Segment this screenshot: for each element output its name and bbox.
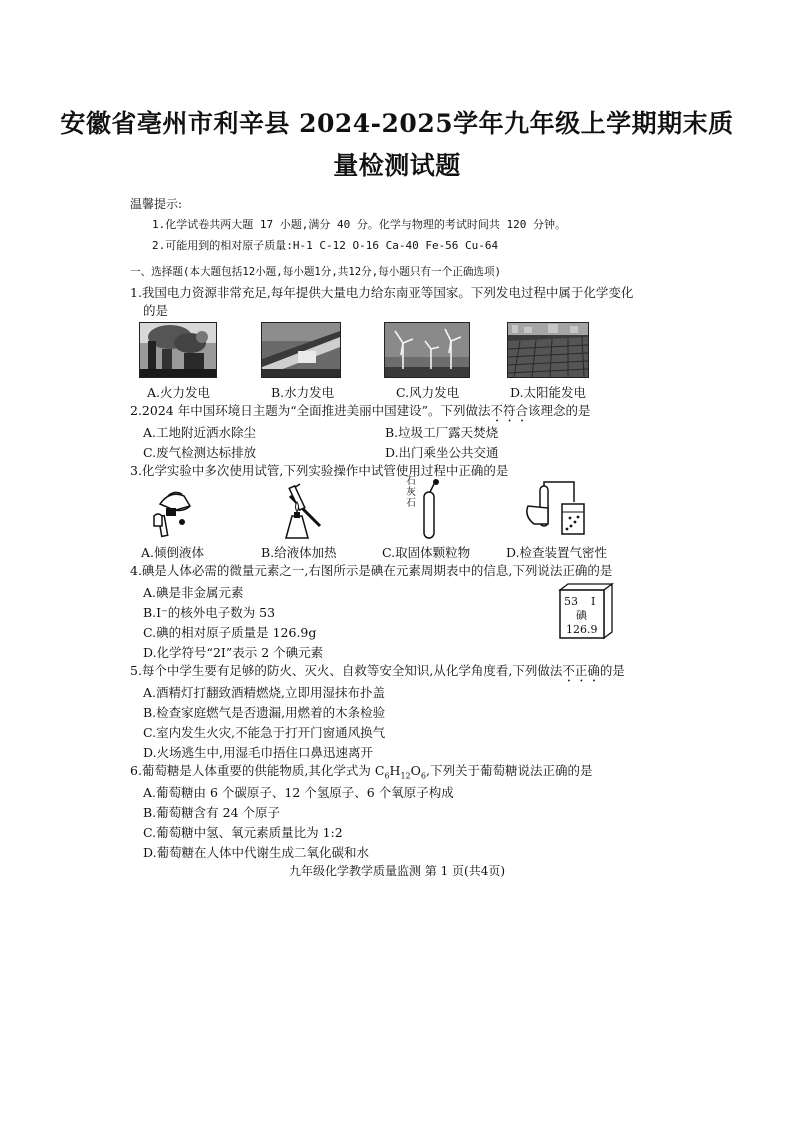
q1-option-b: B.水力发电 xyxy=(271,385,335,400)
element-name: 碘 xyxy=(576,609,587,622)
q3-option-d: D.检查装置气密性 xyxy=(506,545,608,560)
document-title-line1: 安徽省亳州市利辛县 2024-2025学年九年级上学期期末质 xyxy=(60,109,734,138)
q2-option-d: D.出门乘坐公共交通 xyxy=(385,445,499,460)
q6-stem: 6.葡萄糖是人体重要的供能物质,其化学式为 $C_6H_{12}O_6$,下列关于葡萄糖说法正确的是 xyxy=(130,763,593,781)
element-symbol: I xyxy=(591,595,596,608)
q1-option-d: D.太阳能发电 xyxy=(510,385,587,400)
q4-option-a: A.碘是非金属元素 xyxy=(143,585,244,600)
q3-option-c: C.取固体颗粒物 xyxy=(382,545,471,560)
pouring-liquid-figure xyxy=(146,482,202,538)
iodine-element-card xyxy=(556,582,614,640)
airtightness-check-figure xyxy=(518,480,590,542)
document-title-line2: 量检测试题 xyxy=(333,151,461,180)
q5-option-d: D.火场逃生中,用湿毛巾捂住口鼻迅速离开 xyxy=(143,745,374,760)
q5-stem: 5.每个中学生要有足够的防火、灭火、自救等安全知识,从化学角度看,下列做法不正确的是 xyxy=(130,663,625,678)
q4-option-d: D.化学符号“2I”表示 2 个碘元素 xyxy=(143,645,324,660)
wind-power-photo xyxy=(384,322,470,378)
q3-option-a: A.倾倒液体 xyxy=(141,545,205,560)
q2-emphasis: 不符合 xyxy=(490,403,529,418)
solid-granule-figure xyxy=(396,476,456,542)
q4-option-c: C.碘的相对原子质量是 126.9g xyxy=(143,625,317,640)
q6-option-d: D.葡萄糖在人体中代谢生成二氧化碳和水 xyxy=(143,845,370,860)
q6-option-b: B.葡萄糖含有 24 个原子 xyxy=(143,805,281,820)
section-1-heading: 一、选择题(本大题包括12小题,每小题1分,共12分,每小题只有一个正确选项) xyxy=(130,266,501,278)
q5-option-b: B.检查家庭燃气是否遗漏,用燃着的木条检验 xyxy=(143,705,386,720)
hydro-power-photo xyxy=(261,322,341,378)
element-atomic-number: 53 xyxy=(564,595,578,608)
q6-option-c: C.葡萄糖中氢、氧元素质量比为 1:2 xyxy=(143,825,343,840)
tip-2: 2.可能用到的相对原子质量:H-1 C-12 O-16 Ca-40 Fe-56 Cu-64 xyxy=(152,239,499,252)
q2-option-c: C.废气检测达标排放 xyxy=(143,445,257,460)
q4-stem: 4.碘是人体必需的微量元素之一,右图所示是碘在元素周期表中的信息,下列说法正确的是 xyxy=(130,563,613,578)
q2-stem: 2.2024 年中国环境日主题为“全面推进美丽中国建设”。下列做法不符合该理念的是 xyxy=(130,403,591,418)
q5-option-c: C.室内发生火灾,不能急于打开门窗通风换气 xyxy=(143,725,386,740)
q1-option-a: A.火力发电 xyxy=(147,385,211,400)
q4-option-b: B.I⁻的核外电子数为 53 xyxy=(143,605,276,620)
q2-option-b: B.垃圾工厂露天焚烧 xyxy=(385,425,499,440)
thermal-power-photo xyxy=(139,322,217,378)
q1-option-c: C.风力发电 xyxy=(396,385,460,400)
tips-label: 温馨提示: xyxy=(130,197,183,211)
q5-emphasis: 不正确 xyxy=(562,663,600,678)
q3-option-b: B.给液体加热 xyxy=(261,545,337,560)
q3-stem: 3.化学实验中多次使用试管,下列实验操作中试管使用过程中正确的是 xyxy=(130,463,509,478)
q2-option-a: A.工地附近洒水除尘 xyxy=(143,425,257,440)
q6-option-a: A.葡萄糖由 6 个碳原子、12 个氢原子、6 个氧原子构成 xyxy=(143,785,454,800)
stone-label: 石灰石 xyxy=(406,476,416,509)
q5-option-a: A.酒精灯打翻致酒精燃烧,立即用湿抹布扑盖 xyxy=(143,685,385,700)
solar-power-photo xyxy=(507,322,589,378)
tip-1: 1.化学试卷共两大题 17 小题,满分 40 分。化学与物理的考试时间共 120 分钟。 xyxy=(152,218,566,231)
page-footer: 九年级化学教学质量监测 第 1 页(共4页) xyxy=(288,864,506,878)
q1-stem-line1: 1.我国电力资源非常充足,每年提供大量电力给东南亚等国家。下列发电过程中属于化学变化 xyxy=(130,285,634,300)
q1-stem-line2: 的是 xyxy=(143,303,169,318)
heating-liquid-figure xyxy=(270,482,328,542)
element-atomic-mass: 126.9 xyxy=(566,623,598,636)
